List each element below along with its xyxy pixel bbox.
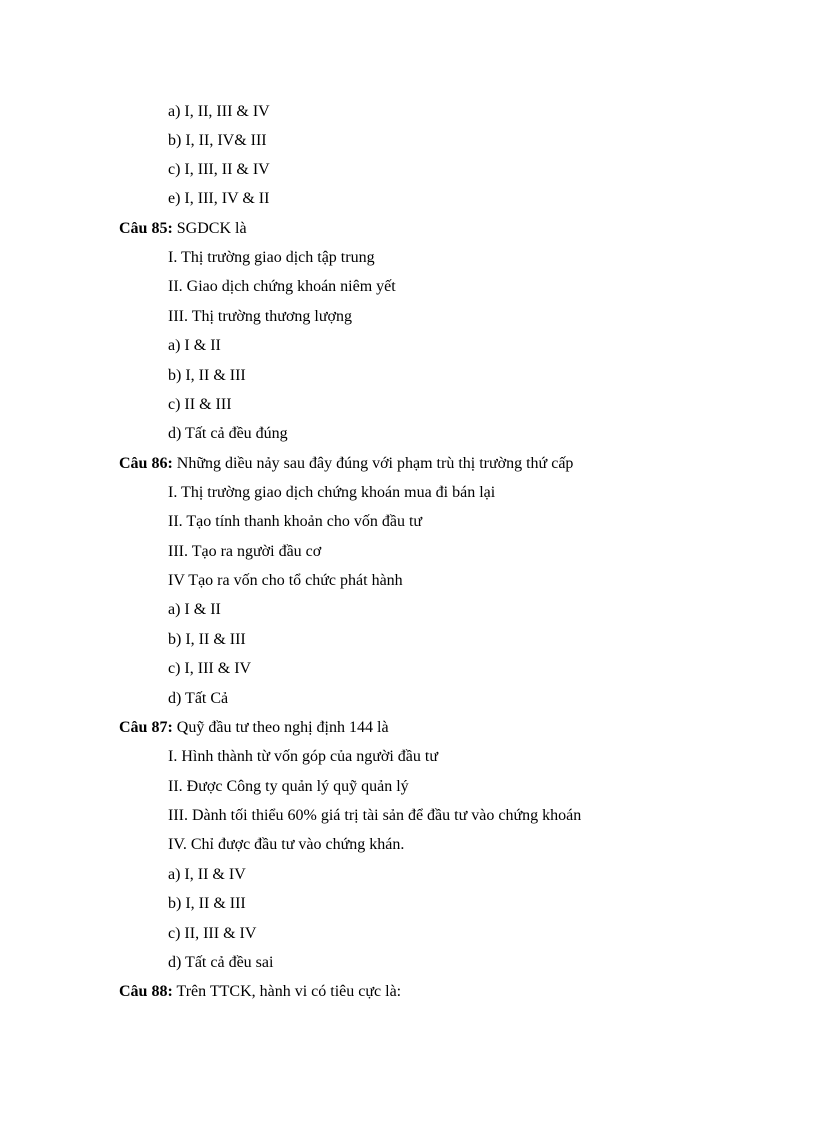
option-line: d) Tất cả đều sai bbox=[168, 954, 274, 971]
question-label: Câu 85: bbox=[119, 220, 173, 237]
question-text: Trên TTCK, hành vi có tiêu cực là: bbox=[172, 983, 402, 1000]
option-line: b) I, II, IV& III bbox=[168, 132, 267, 149]
option-line: a) I, II, III & IV bbox=[168, 103, 270, 120]
statement-line: II. Tạo tính thanh khoản cho vốn đầu tư bbox=[168, 513, 423, 530]
statement-line: II. Được Công ty quản lý quỹ quản lý bbox=[168, 778, 409, 795]
option-line: c) I, III, II & IV bbox=[168, 161, 270, 178]
statement-line: II. Giao dịch chứng khoán niêm yết bbox=[168, 278, 396, 295]
question-text: SGDCK là bbox=[172, 220, 247, 237]
option-line: b) I, II & III bbox=[168, 367, 246, 384]
statement-line: I. Thị trường giao dịch tập trung bbox=[168, 249, 375, 266]
question-text: Quỹ đầu tư theo nghị định 144 là bbox=[172, 719, 389, 736]
statement-line: IV Tạo ra vốn cho tổ chức phát hành bbox=[168, 572, 403, 589]
statement-line: III. Thị trường thương lượng bbox=[168, 308, 352, 325]
option-line: a) I, II & IV bbox=[168, 866, 246, 883]
option-line: c) II & III bbox=[168, 396, 232, 413]
option-line: c) II, III & IV bbox=[168, 925, 257, 942]
question-87 bbox=[119, 718, 389, 738]
option-line: d) Tất cả đều đúng bbox=[168, 425, 288, 442]
statement-line: I. Hình thành từ vốn góp của người đầu tư bbox=[168, 748, 438, 765]
question-label: Câu 87: bbox=[119, 719, 173, 736]
option-line: b) I, II & III bbox=[168, 631, 246, 648]
option-line: b) I, II & III bbox=[168, 895, 246, 912]
question-85 bbox=[119, 219, 247, 239]
option-line: a) I & II bbox=[168, 601, 221, 618]
statement-line: III. Dành tối thiểu 60% giá trị tài sản để đầu tư vào chứng khoán bbox=[168, 807, 582, 824]
option-line: d) Tất Cả bbox=[168, 690, 229, 707]
statement-line: I. Thị trường giao dịch chứng khoán mua đi bán lại bbox=[168, 484, 496, 501]
statement-line: IV. Chỉ được đầu tư vào chứng khán. bbox=[168, 836, 405, 853]
question-label: Câu 86: bbox=[119, 455, 173, 472]
question-86 bbox=[119, 454, 573, 474]
option-line: e) I, III, IV & II bbox=[168, 190, 270, 207]
question-88 bbox=[119, 982, 401, 1002]
option-line: a) I & II bbox=[168, 337, 221, 354]
option-line: c) I, III & IV bbox=[168, 660, 252, 677]
question-text: Những diều nảy sau đây đúng với phạm trù thị trường thứ cấp bbox=[172, 455, 574, 472]
question-label: Câu 88: bbox=[119, 983, 173, 1000]
statement-line: III. Tạo ra người đầu cơ bbox=[168, 543, 322, 560]
